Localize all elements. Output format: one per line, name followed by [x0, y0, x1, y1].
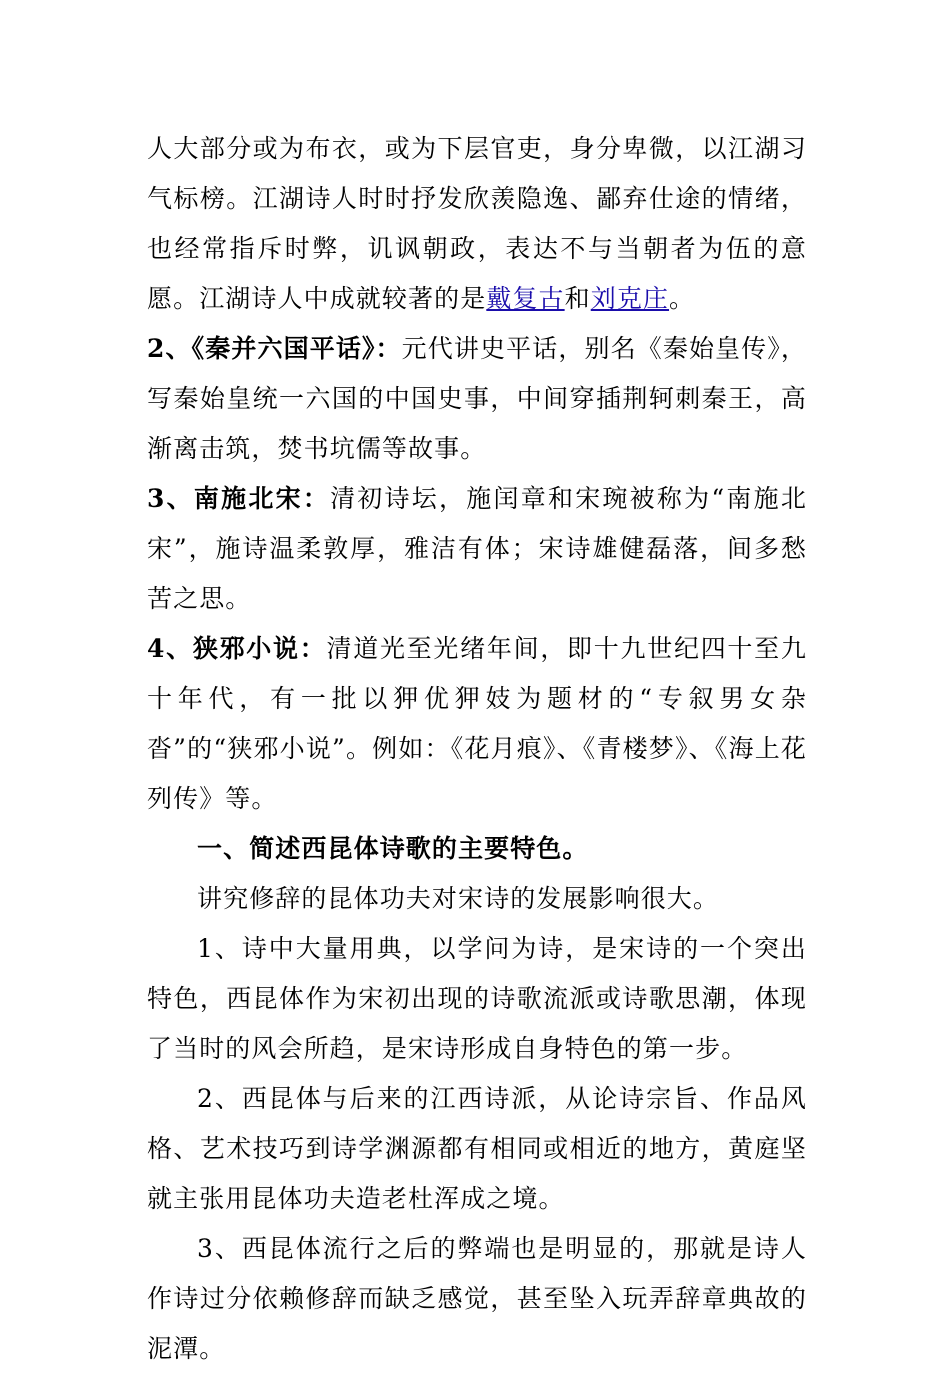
intro-connector: 和 — [564, 284, 591, 313]
document-page — [147, 124, 807, 1374]
section-heading: 一、简述西昆体诗歌的主要特色。 — [197, 834, 589, 863]
term-body: 元代讲史平话，别名《秦始皇传》，写秦始皇统一六国的中国史事，中间穿插荆轲刺秦王，高渐离击筑，焚书坑儒等故事。 — [147, 334, 807, 463]
section-point: 3、西昆体流行之后的弊端也是明显的，那就是诗人作诗过分依赖修辞而缺乏感觉，甚至坠入玩弄辞章典故的泥潭。 — [147, 1234, 807, 1363]
term-paragraph — [147, 324, 807, 474]
section-point: 1、诗中大量用典，以学问为诗，是宋诗的一个突出特色，西昆体作为宋初出现的诗歌流派或诗歌思潮，体现了当时的风会所趋，是宋诗形成自身特色的第一步。 — [147, 934, 807, 1063]
term-body: 清道光至光绪年间，即十九世纪四十至九十年代，有一批以狎优狎妓为题材的“专叙男女杂沓”的“狭邪小说”。例如：《花月痕》、《青楼梦》、《海上花列传》等。 — [147, 634, 807, 813]
term-label: 3、南施北宋： — [147, 484, 331, 513]
term-paragraph — [147, 624, 807, 824]
intro-text: 人大部分或为布衣，或为下层官吏，身分卑微，以江湖习气标榜。江湖诗人时时抒发欣羡隐逸、鄙弃仕途的情绪，也经常指斥时弊，讥讽朝政，表达不与当朝者为伍的意愿。江湖诗人中成就较著的是 — [147, 134, 807, 313]
link-dai-fugu[interactable]: 戴复古 — [486, 284, 565, 313]
term-paragraph — [147, 474, 807, 624]
term-body: 清初诗坛，施闰章和宋琬被称为“南施北宋”，施诗温柔敦厚，雅洁有体；宋诗雄健磊落，间多愁苦之思。 — [147, 484, 807, 613]
link-liu-kezhuang[interactable]: 刘克庄 — [590, 284, 670, 313]
section-point: 2、西昆体与后来的江西诗派，从论诗宗旨、作品风格、艺术技巧到诗学渊源都有相同或相近的地方，黄庭坚就主张用昆体功夫造老杜浑成之境。 — [147, 1084, 807, 1213]
section-lead: 讲究修辞的昆体功夫对宋诗的发展影响很大。 — [197, 884, 720, 913]
intro-paragraph — [147, 124, 807, 324]
term-label: 2、《秦并六国平话》： — [147, 334, 402, 363]
term-label: 4、狭邪小说： — [147, 634, 327, 663]
intro-end: 。 — [669, 284, 696, 313]
